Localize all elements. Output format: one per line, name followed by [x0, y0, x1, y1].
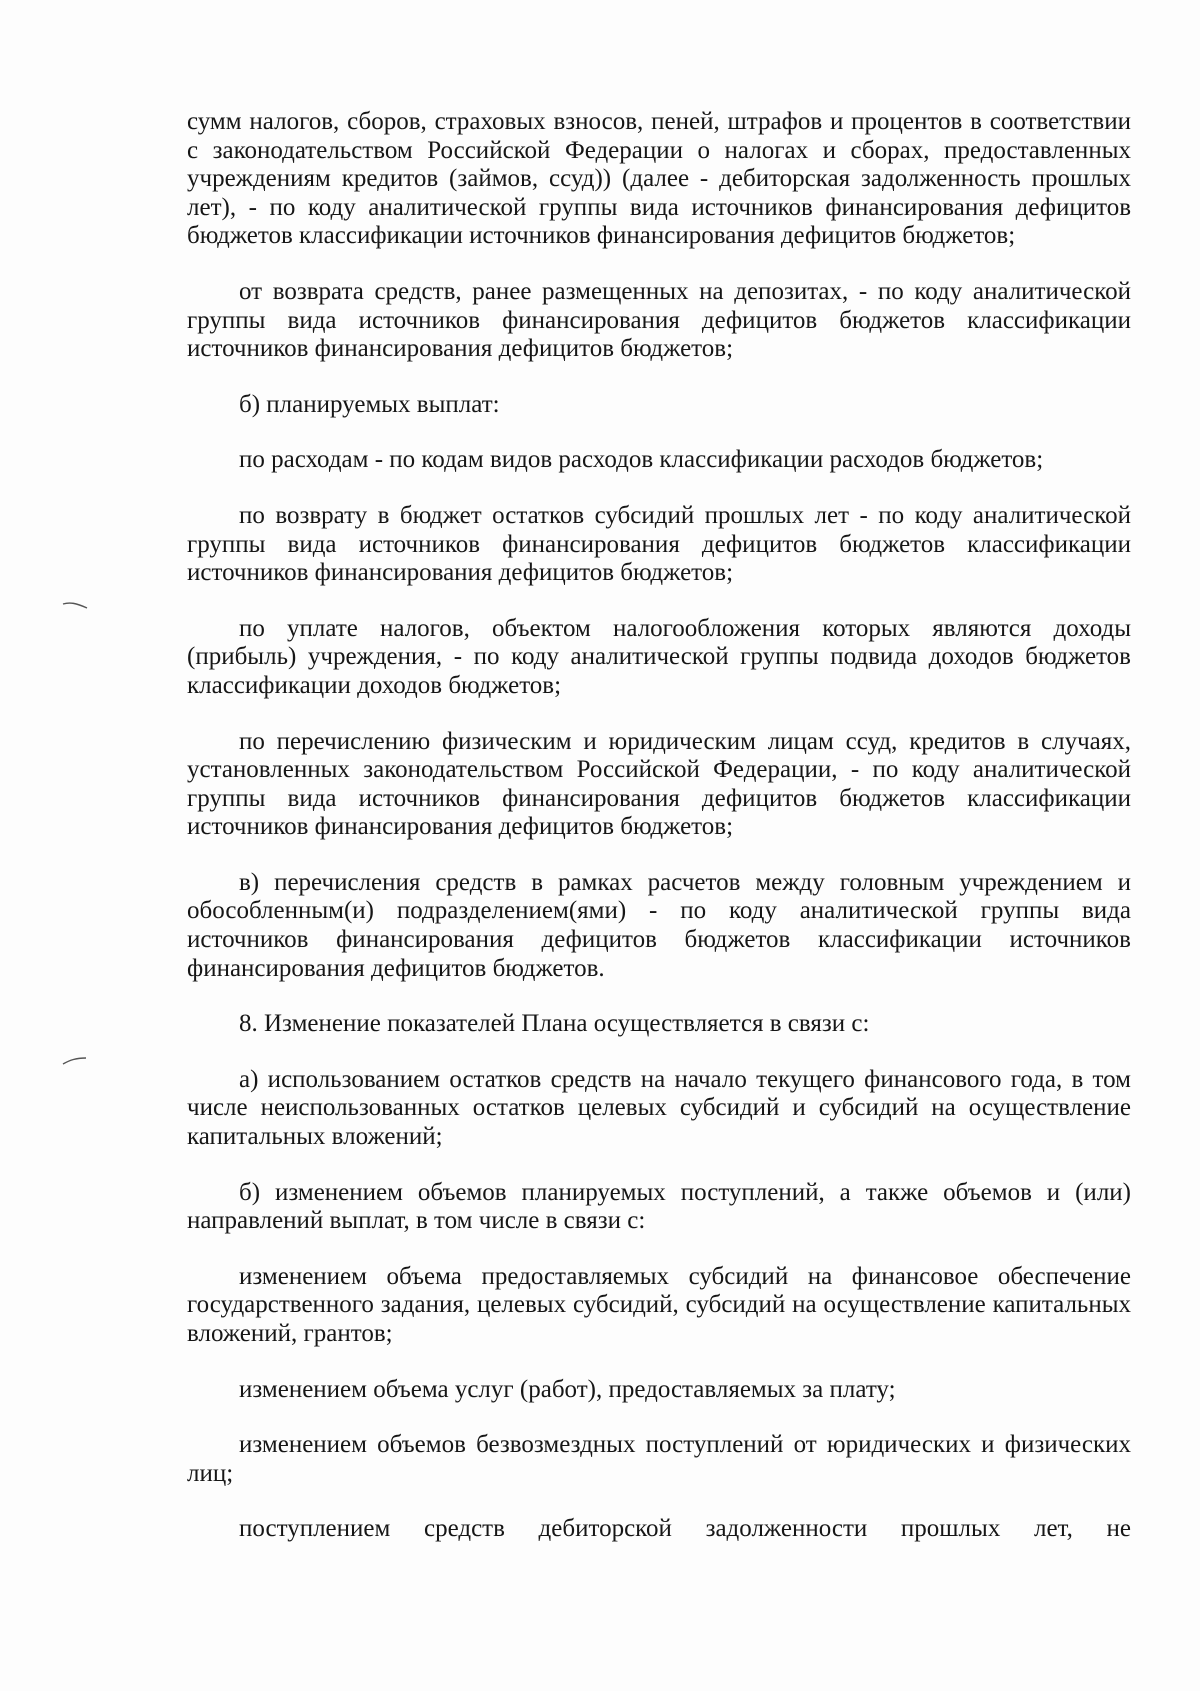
paragraph-subsidy-change: изменением объема предоставляемых субсидий на финансовое обеспечение государственного задания, целевых субсидий, субсидий на осуществление капитальных вложений, грантов;	[187, 1262, 1131, 1347]
paragraph-subsidy-return: по возврату в бюджет остатков субсидий прошлых лет - по коду аналитической группы вида источников финансирования дефицитов бюджетов классификации источников финансирования дефицитов бюджетов;	[187, 501, 1131, 587]
paragraph-section-8-heading: 8. Изменение показателей Плана осуществляется в связи с:	[239, 1010, 870, 1038]
paragraph-planned-payments: б) планируемых выплат:	[239, 390, 500, 418]
paragraph-debt-income: сумм налогов, сборов, страховых взносов, пеней, штрафов и процентов в соответствии с законодательством Российской Федерации о налогах и сборах, предоставленных учреждениям кредитов (займов, ссуд)) (далее - дебиторская задолженность прошлых лет), - по коду аналитической группы вида источников финансирования дефицитов бюджетов классификации источников финансирования дефицитов бюджетов;	[187, 108, 1131, 250]
paragraph-receivables: поступлением средств дебиторской задолженности прошлых лет, не	[239, 1515, 1131, 1543]
scan-mark-upper	[62, 601, 88, 609]
paragraph-balance-use: а) использованием остатков средств на начало текущего финансового года, в том числе неиспользованных остатков целевых субсидий и субсидий на осуществление капитальных вложений;	[187, 1065, 1131, 1151]
paragraph-tax-payment: по уплате налогов, объектом налогообложения которых являются доходы (прибыль) учреждения, - по коду аналитической группы подвида доходов бюджетов классификации доходов бюджетов;	[187, 614, 1131, 699]
paragraph-loans-transfer: по перечислению физическим и юридическим лицам ссуд, кредитов в случаях, установленных законодательством Российской Федерации, - по коду аналитической группы вида источников финансирования дефицитов бюджетов классификации источников финансирования дефицитов бюджетов;	[187, 727, 1131, 841]
paragraph-paid-services: изменением объема услуг (работ), предоставляемых за плату;	[239, 1375, 896, 1403]
paragraph-deposit-return: от возврата средств, ранее размещенных на депозитах, - по коду аналитической группы вида источников финансирования дефицитов бюджетов классификации источников финансирования дефицитов бюджетов;	[187, 277, 1131, 363]
paragraph-expenses: по расходам - по кодам видов расходов классификации расходов бюджетов;	[239, 446, 1044, 474]
paragraph-donations: изменением объемов безвозмездных поступлений от юридических и физических лиц;	[187, 1431, 1131, 1487]
paragraph-volume-change: б) изменением объемов планируемых поступлений, а также объемов и (или) направлений выплат, в том числе в связи с:	[187, 1178, 1131, 1235]
scan-mark-lower	[62, 1057, 88, 1065]
paragraph-internal-transfers: в) перечисления средств в рамках расчетов между головным учреждением и обособленным(и) подразделением(ями) - по коду аналитической группы вида источников финансирования дефицитов бюджетов классификации источников финансирования дефицитов бюджетов.	[187, 868, 1131, 982]
document-body	[187, 108, 1131, 1571]
